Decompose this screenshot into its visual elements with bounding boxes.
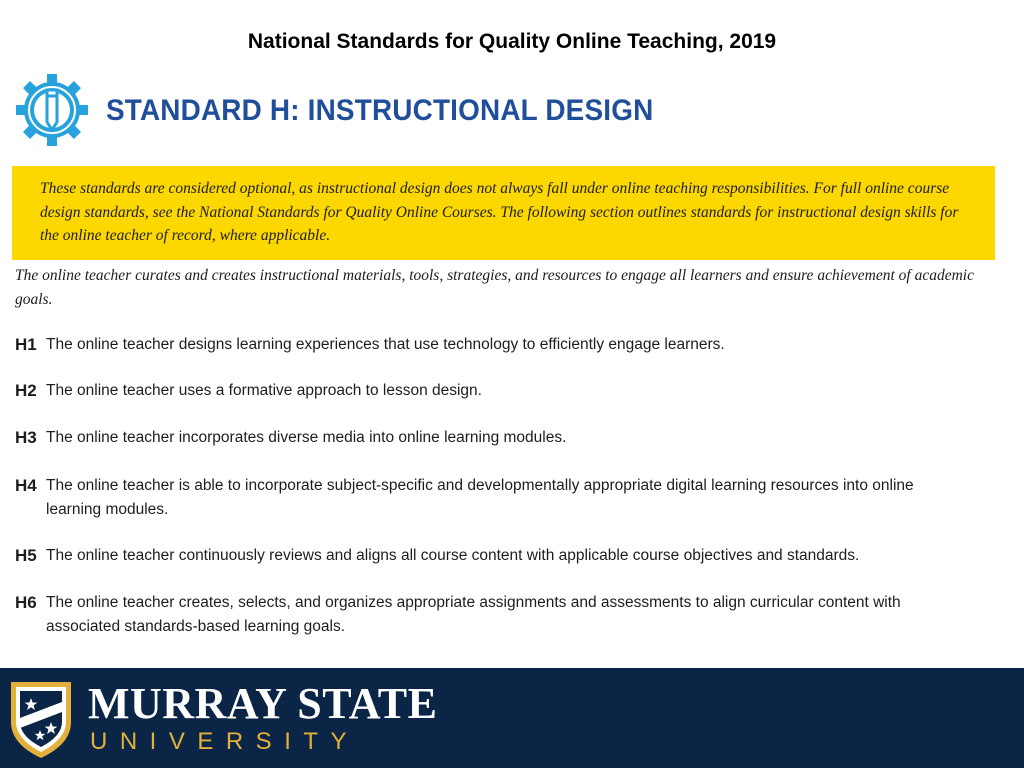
optional-note-text: These standards are considered optional, as instructional design does not always fall under online teaching responsibilities. For full online course design standards, see the National Standards for Quality Online Courses. The following section outlines standards for instructional design skills for the online teacher of record, where applicable. [40, 180, 959, 244]
standard-intro: The online teacher curates and creates instructional materials, tools, strategies, and resources to engage all learners and ensure achievement of academic goals. [15, 267, 974, 308]
standard-text: The online teacher is able to incorporate subject-specific and developmentally appropriate digital learning resources into online learning modules. [46, 477, 914, 518]
university-subtitle: UNIVERSITY [90, 728, 360, 755]
standard-item-h5 [15, 544, 965, 568]
standard-text: The online teacher uses a formative approach to lesson design. [46, 382, 482, 399]
gear-pencil-icon [14, 72, 90, 148]
optional-note-box [12, 166, 995, 260]
standard-item-h4 [15, 474, 965, 522]
standard-item-h6 [15, 591, 965, 639]
standard-item-h3 [15, 426, 965, 450]
standard-code: H3 [15, 428, 37, 447]
standard-text: The online teacher continuously reviews and aligns all course content with applicable course objectives and standards. [46, 547, 860, 564]
university-shield-logo [7, 678, 75, 760]
standard-code: H4 [15, 476, 37, 495]
standard-code: H2 [15, 381, 37, 400]
university-footer [0, 668, 1024, 768]
university-name: MURRAY STATE [88, 679, 438, 728]
slide-title: National Standards for Quality Online Teaching, 2019 [247, 30, 777, 53]
standard-text: The online teacher designs learning experiences that use technology to efficiently engage learners. [46, 336, 725, 353]
standard-text: The online teacher incorporates diverse media into online learning modules. [46, 429, 567, 446]
standard-item-h1 [15, 333, 965, 357]
standard-heading: STANDARD H: INSTRUCTIONAL DESIGN [106, 94, 654, 127]
standard-item-h2 [15, 379, 965, 403]
standard-code: H1 [15, 335, 37, 354]
standard-text: The online teacher creates, selects, and organizes appropriate assignments and assessments to align curricular content with associated standards-based learning goals. [46, 594, 901, 635]
standard-code: H6 [15, 593, 37, 612]
standard-code: H5 [15, 546, 37, 565]
